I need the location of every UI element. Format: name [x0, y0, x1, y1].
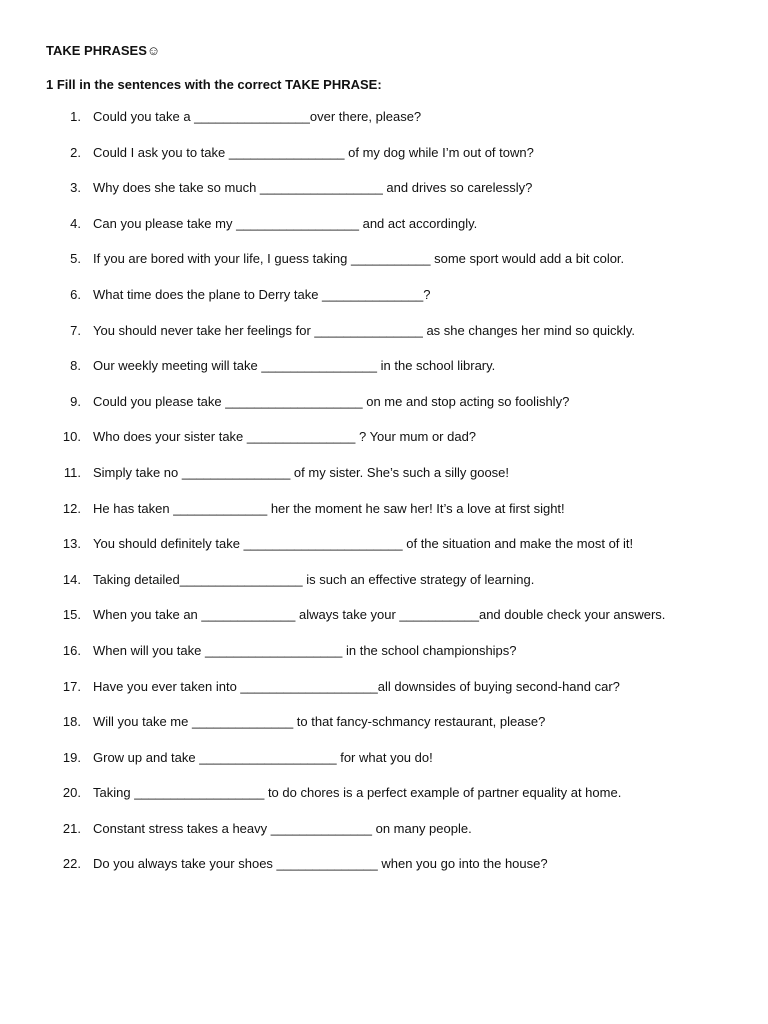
- item-number: 14.: [62, 571, 81, 587]
- item-number: 2.: [70, 144, 81, 160]
- item-sentence: Who does your sister take _______________ ? Your mum or dad?: [93, 429, 477, 445]
- exercise-item: [0, 785, 768, 821]
- exercise-item: [0, 429, 768, 465]
- exercise-item: [0, 607, 768, 643]
- exercise-item: [0, 394, 768, 430]
- item-sentence: Could you take a ________________over there, please?: [93, 109, 422, 124]
- exercise-item: [0, 750, 768, 786]
- item-number: 12.: [62, 500, 81, 516]
- exercise-item: [0, 180, 768, 216]
- item-sentence: Do you always take your shoes ______________ when you go into the house?: [93, 856, 548, 872]
- exercise-item: [0, 536, 768, 572]
- item-number: 13.: [62, 536, 81, 552]
- exercise-item: [0, 679, 768, 715]
- item-sentence: You should never take her feelings for _______________ as she changes her mind so quickly.: [93, 322, 636, 338]
- item-sentence: He has taken _____________ her the moment he saw her! It’s a love at first sight!: [93, 500, 565, 516]
- item-sentence: You should definitely take ______________________ of the situation and make the most of it!: [93, 536, 634, 552]
- exercise-item: [0, 821, 768, 857]
- item-sentence: If you are bored with your life, I guess taking ___________ some sport would add a bit color.: [93, 251, 625, 267]
- exercise-list: [0, 109, 768, 892]
- item-sentence: Simply take no _______________ of my sister. She’s such a silly goose!: [93, 464, 510, 480]
- exercise-instruction: 1 Fill in the sentences with the correct TAKE PHRASE:: [46, 77, 382, 92]
- item-sentence: Taking __________________ to do chores is a perfect example of partner equality at home.: [93, 785, 622, 801]
- item-number: 20.: [62, 785, 81, 801]
- item-sentence: When will you take ___________________ in the school championships?: [93, 642, 517, 658]
- exercise-item: [0, 251, 768, 287]
- item-number: 4.: [70, 215, 81, 231]
- item-number: 16.: [62, 642, 81, 658]
- item-number: 17.: [62, 678, 81, 694]
- item-sentence: Could you please take ___________________ on me and stop acting so foolishly?: [93, 393, 570, 409]
- item-sentence: Taking detailed_________________ is such an effective strategy of learning.: [93, 571, 535, 587]
- exercise-item: [0, 714, 768, 750]
- exercise-item: [0, 287, 768, 323]
- item-sentence: Could I ask you to take ________________ of my dog while I’m out of town?: [93, 144, 534, 160]
- item-sentence: What time does the plane to Derry take ______________?: [93, 286, 431, 302]
- item-number: 8.: [70, 358, 81, 374]
- item-sentence: Why does she take so much _________________ and drives so carelessly?: [93, 180, 533, 196]
- item-sentence: Constant stress takes a heavy ______________ on many people.: [93, 820, 472, 836]
- item-number: 7.: [70, 322, 81, 338]
- item-sentence: Have you ever taken into ___________________all downsides of buying second-hand car?: [93, 678, 620, 694]
- item-number: 15.: [62, 607, 81, 623]
- item-number: 22.: [62, 856, 81, 872]
- item-sentence: Can you please take my _________________ and act accordingly.: [93, 215, 478, 231]
- exercise-item: [0, 572, 768, 608]
- item-number: 10.: [62, 429, 81, 445]
- exercise-item: [0, 358, 768, 394]
- item-number: 5.: [70, 251, 81, 267]
- item-number: 6.: [70, 286, 81, 302]
- exercise-item: [0, 323, 768, 359]
- worksheet-title: TAKE PHRASES☺: [46, 43, 161, 58]
- item-number: 3.: [70, 180, 81, 196]
- exercise-item: [0, 643, 768, 679]
- item-sentence: Our weekly meeting will take ________________ in the school library.: [93, 358, 496, 374]
- item-number: 19.: [62, 749, 81, 765]
- item-number: 9.: [70, 393, 81, 409]
- item-number: 11.: [63, 464, 81, 480]
- item-number: 21.: [62, 820, 81, 836]
- item-sentence: Grow up and take ___________________ for what you do!: [93, 749, 433, 765]
- item-sentence: Will you take me ______________ to that fancy-schmancy restaurant, please?: [93, 714, 546, 730]
- exercise-item: [0, 109, 768, 145]
- exercise-item: [0, 465, 768, 501]
- exercise-item: [0, 145, 768, 181]
- item-sentence: When you take an _____________ always take your ___________and double check your answers.: [93, 607, 666, 623]
- exercise-item: [0, 501, 768, 537]
- item-number: 1.: [70, 109, 81, 124]
- exercise-item: [0, 216, 768, 252]
- exercise-item: [0, 856, 768, 892]
- item-number: 18.: [62, 714, 81, 730]
